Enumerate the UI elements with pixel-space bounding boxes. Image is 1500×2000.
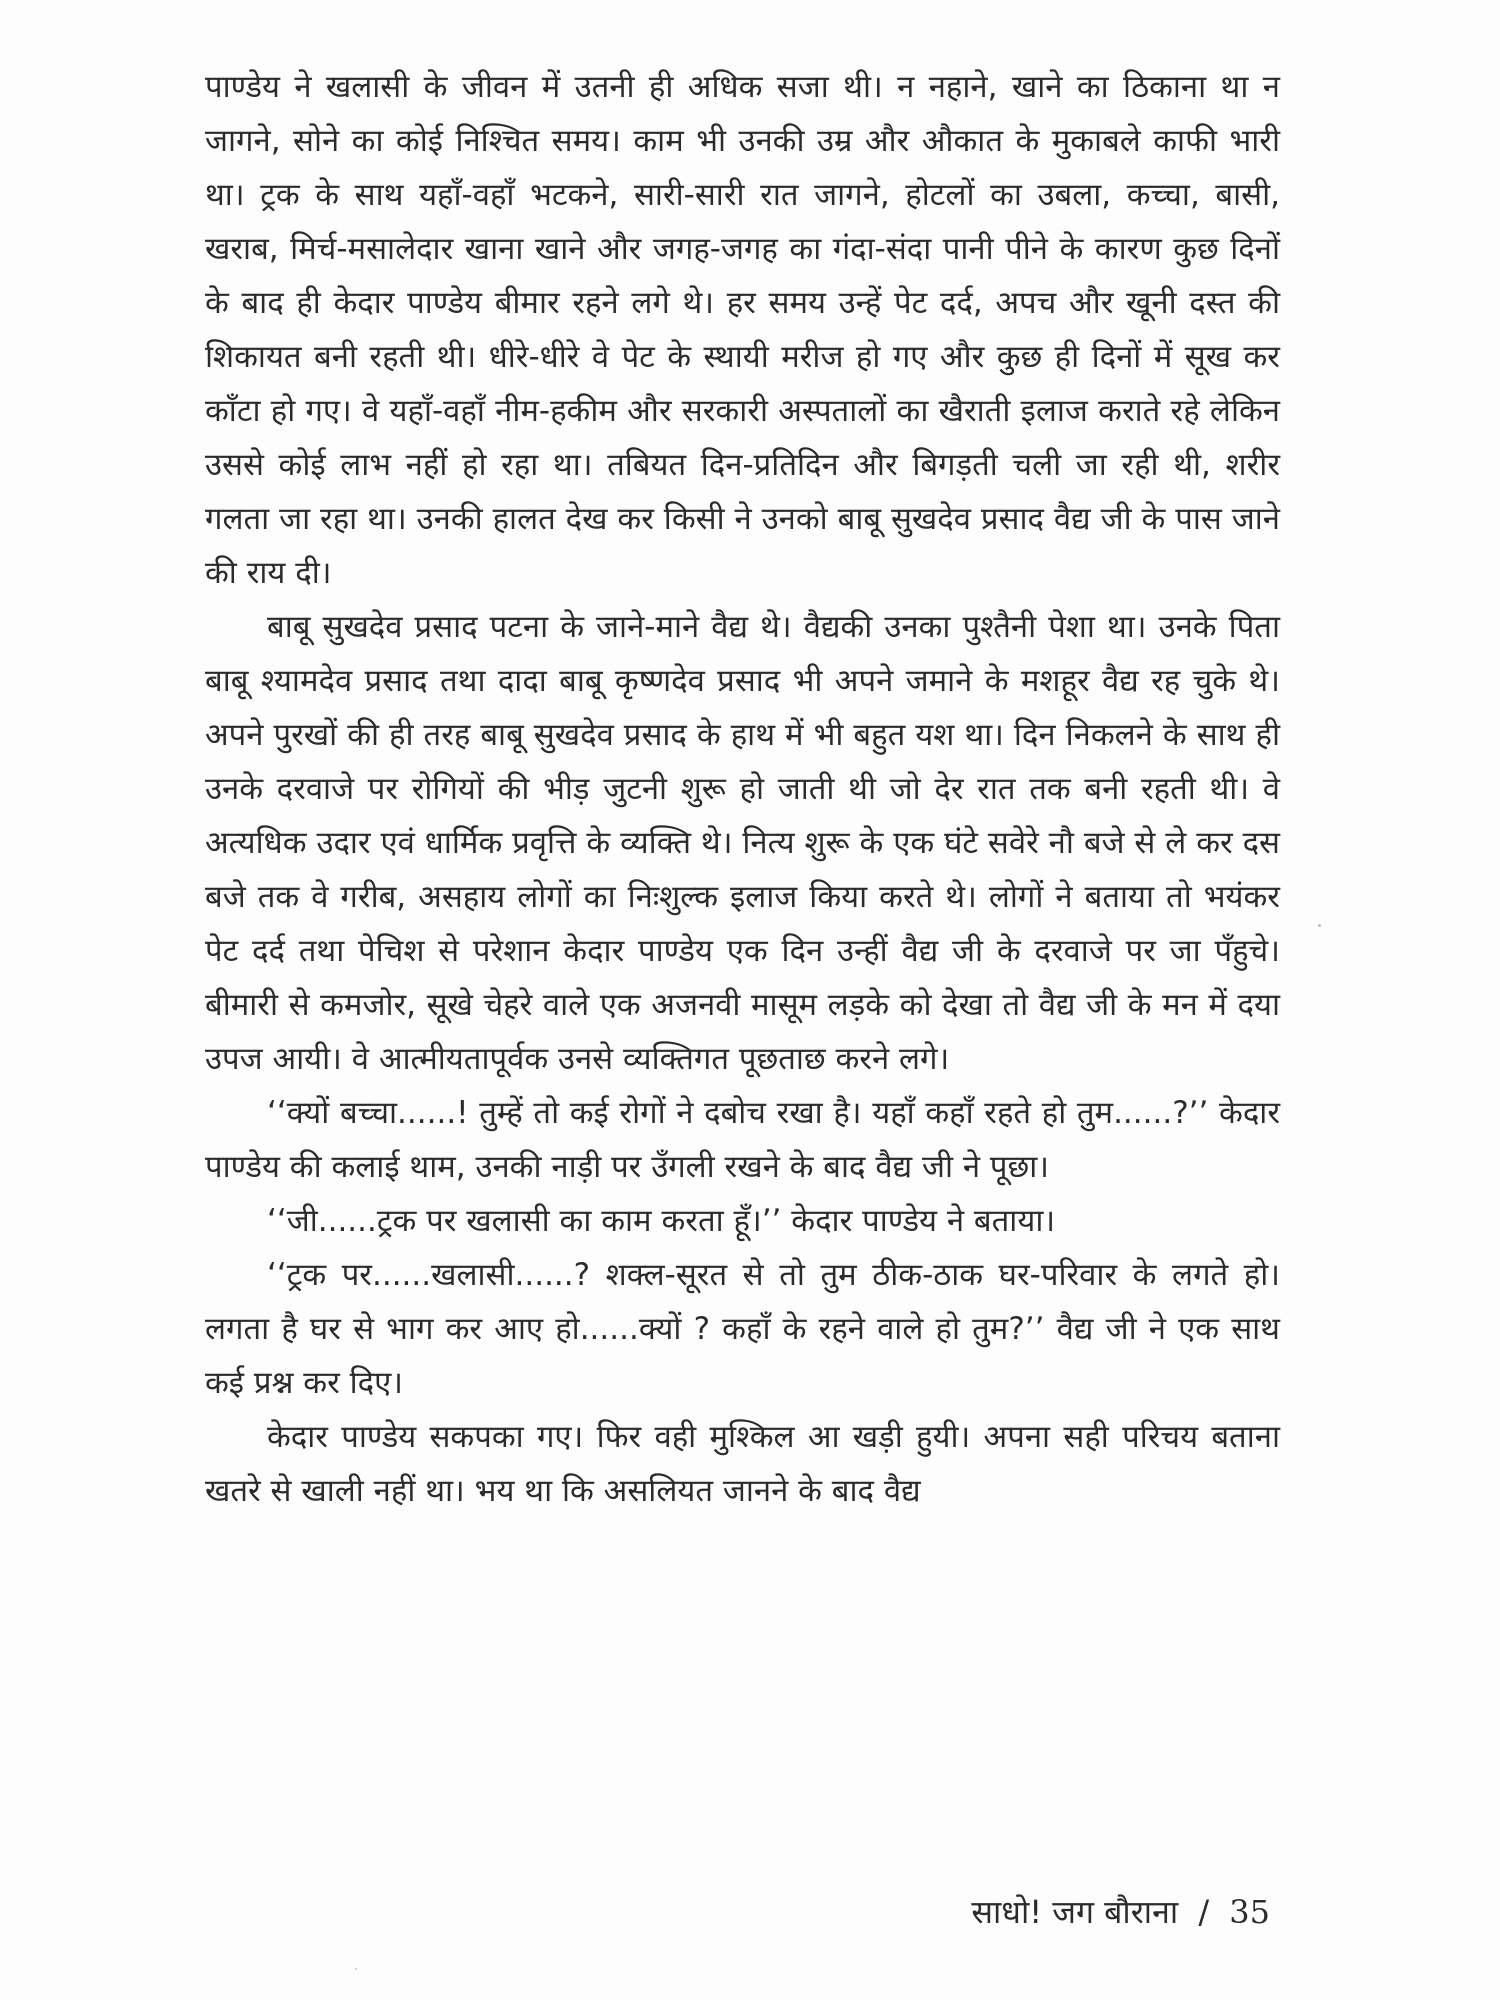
paragraph-1: पाण्डेय ने खलासी के जीवन में उतनी ही अधिक सजा थी। न नहाने, खाने का ठिकाना था न जागने, सोने का कोई निश्चित समय। काम भी उनकी उम्र और औकात के मुकाबले काफी भारी था। ट्रक के साथ यहाँ-वहाँ भटकने, सारी-सारी रात जागने, होटलों का उबला, कच्चा, बासी, खराब, मिर्च-मसालेदार खाना खाने और जगह-जगह का गंदा-संदा पानी पीने के कारण कुछ दिनों के बाद ही केदार पाण्डेय बीमार रहने लगे थे। हर समय उन्हें पेट दर्द, अपच और खूनी दस्त की शिकायत बनी रहती थी। धीरे-धीरे वे पेट के स्थायी मरीज हो गए और कुछ ही दिनों में सूख कर काँटा हो गए। वे यहाँ-वहाँ नीम-हकीम और सरकारी अस्पतालों का खैराती इलाज कराते रहे लेकिन उससे कोई लाभ नहीं हो रहा था। तबियत दिन-प्रतिदिन और बिगड़ती चली जा रही थी, शरीर गलता जा रहा था। उनकी हालत देख कर किसी ने उनको बाबू सुखदेव प्रसाद वैद्य जी के पास जाने की राय दी।: [205, 69, 1280, 591]
paragraph-4: ‘‘जी......ट्रक पर खलासी का काम करता हूँ।’’ केदार पाण्डेय ने बताया।: [267, 1203, 1056, 1239]
page-number: 35: [1229, 1893, 1270, 1931]
body-text: [205, 60, 1280, 1518]
book-title: साधो! जग बौराना: [971, 1893, 1179, 1931]
scan-speck: [1318, 924, 1321, 927]
footer-separator: /: [1198, 1893, 1210, 1931]
scan-speck: [355, 1968, 357, 1970]
paragraph-2: बाबू सुखदेव प्रसाद पटना के जाने-माने वैद्य थे। वैद्यकी उनका पुश्तैनी पेशा था। उनके पिता बाबू श्यामदेव प्रसाद तथा दादा बाबू कृष्णदेव प्रसाद भी अपने जमाने के मशहूर वैद्य रह चुके थे। अपने पुरखों की ही तरह बाबू सुखदेव प्रसाद के हाथ में भी बहुत यश था। दिन निकलने के साथ ही उनके दरवाजे पर रोगियों की भीड़ जुटनी शुरू हो जाती थी जो देर रात तक बनी रहती थी। वे अत्यधिक उदार एवं धार्मिक प्रवृत्ति के व्यक्ति थे। नित्य शुरू के एक घंटे सवेरे नौ बजे से ले कर दस बजे तक वे गरीब, असहाय लोगों का निःशुल्क इलाज किया करते थे। लोगों ने बताया तो भयंकर पेट दर्द तथा पेचिश से परेशान केदार पाण्डेय एक दिन उन्हीं वैद्य जी के दरवाजे पर जा पँहुचे। बीमारी से कमजोर, सूखे चेहरे वाले एक अजनवी मासूम लड़के को देखा तो वैद्य जी के मन में दया उपज आयी। वे आत्मीयतापूर्वक उनसे व्यक्तिगत पूछताछ करने लगे।: [205, 609, 1280, 1077]
paragraph-6: केदार पाण्डेय सकपका गए। फिर वही मुश्किल आ खड़ी हुयी। अपना सही परिचय बताना खतरे से खाली नहीं था। भय था कि असलियत जानने के बाद वैद्य: [205, 1419, 1280, 1509]
paragraph-3: ‘‘क्यों बच्चा......! तुम्हें तो कई रोगों ने दबोच रखा है। यहाँ कहाँ रहते हो तुम......?’’ केदार पाण्डेय की कलाई थाम, उनकी नाड़ी पर उँगली रखने के बाद वैद्य जी ने पूछा।: [205, 1095, 1280, 1185]
paragraph-5: ‘‘ट्रक पर......खलासी......? शक्ल-सूरत से तो तुम ठीक-ठाक घर-परिवार के लगते हो। लगता है घर से भाग कर आए हो......क्यों ? कहाँ के रहने वाले हो तुम?’’ वैद्य जी ने एक साथ कई प्रश्न कर दिए।: [205, 1257, 1280, 1401]
page-footer: [971, 1890, 1270, 1933]
